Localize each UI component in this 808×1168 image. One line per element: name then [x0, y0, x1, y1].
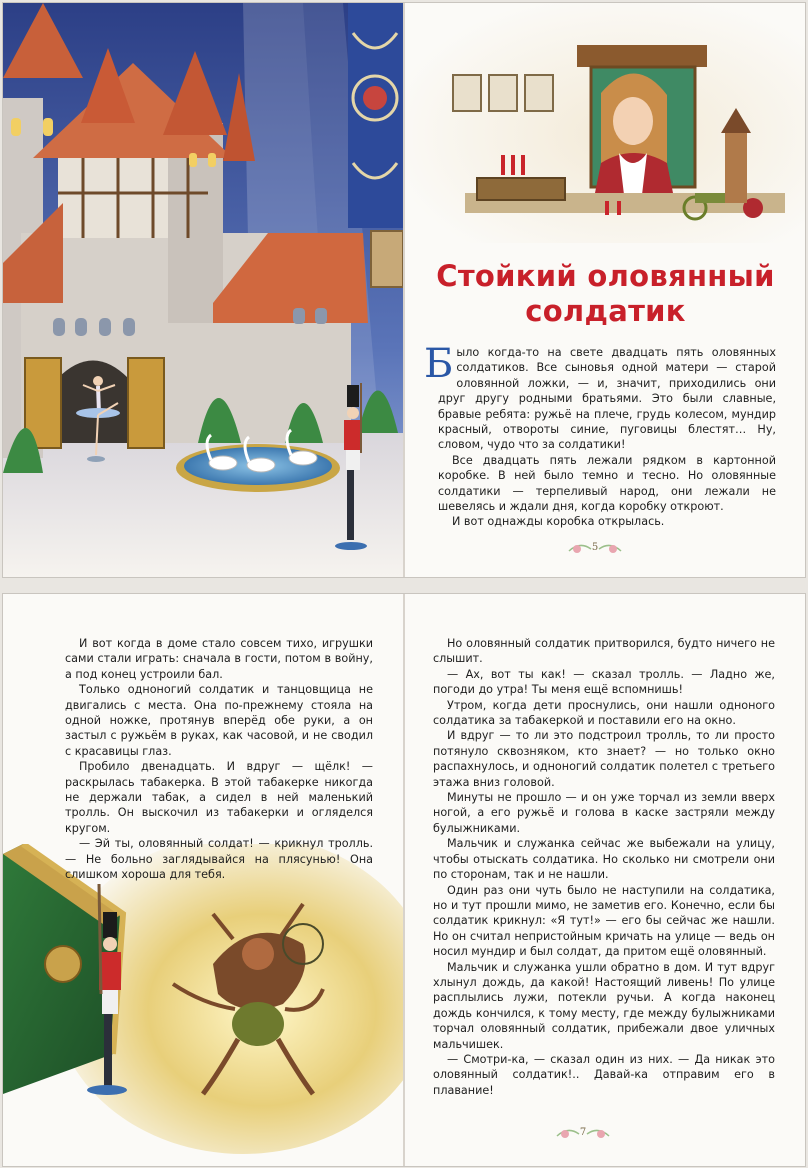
paragraph: Только одноногий солдатик и танцовщица не двигались с места. Она по-прежнему стояла на одной ножке, протянув вперёд обе руки, а он застыл с ружьём в руках, как часовой, и не сводил с красавицы глаз.: [65, 683, 373, 758]
boy-with-soldiers-illustration: [405, 3, 805, 243]
first-paragraph: [424, 341, 776, 453]
troll-scene-image: [3, 844, 403, 1166]
story-title-text: Стойкий оловянный солдатик: [436, 259, 775, 328]
paragraph: Пробило двенадцать. И вдруг — щёлк! — раскрылась табакерка. В этой табакерке никогда не держали табак, а сидел в ней маленький тролль. Он выскочил из табакерки и огляделся кругом.: [65, 760, 373, 835]
paragraph: — Ах, вот ты как! — сказал тролль. — Ладно же, погоди до утра! Ты меня ещё вспомнишь!: [433, 667, 775, 697]
paragraph: — Эй ты, оловянный солдат! — крикнул тролль. — Не больно заглядывайся на плясунью! Она слишком хороша для тебя.: [65, 837, 373, 882]
paragraph: Но оловянный солдатик притворился, будто ничего не слышит.: [433, 637, 775, 666]
page-number: 5: [591, 542, 599, 553]
text-block-bottom-right: [433, 636, 775, 1098]
paragraph: И вдруг — то ли это подстроил тролль, то ли просто потянуло сквозняком, кто знает? — но только окно распахнулось, и одноногий солдатик полетел с третьего этажа вниз головой.: [433, 729, 775, 789]
top-spread: [2, 2, 806, 578]
paragraph: Один раз они чуть было не наступили на солдатика, но и тут прошли мимо, не заметив его. Конечно, если бы солдатик крикнул: «Я тут!» — его бы сейчас же нашли. Но он считал непристойным кричать на улице — ведь он носил мундир и был солдат, да притом ещё оловянный.: [433, 883, 775, 959]
gutter-bottom: [403, 594, 405, 1166]
boy-scene-image: [405, 3, 805, 243]
dropcap-letter: Б: [424, 341, 454, 387]
bottom-spread: [2, 593, 806, 1167]
page-number-ornament: [553, 1122, 613, 1144]
story-title: [408, 259, 803, 329]
paragraph: — Смотри-ка, — сказал один из них. — Да никак это оловянный солдатик!.. Давай-ка отправим его в плавание!: [433, 1052, 775, 1097]
text-block-bottom-left: [65, 636, 373, 883]
paragraph: И вот однажды коробка открылась.: [452, 515, 665, 529]
paragraph: Мальчик и служанка ушли обратно в дом. И тут вдруг хлынул дождь, да какой! Настоящий ливень! По улице расплылись лужи, потекли ручьи. А когда наконец дождь кончился, к тому месту, где между булыжниками торчал оловянный солдатик, прибежали двое уличных мальчишек.: [433, 960, 775, 1051]
text-block-top: [424, 341, 776, 530]
paragraph: Утром, когда дети проснулись, они нашли одноного солдатика за табакеркой и поставили его на окно.: [433, 698, 775, 728]
first-paragraph-text: ыло когда-то на свете двадцать пять оловянных солдатиков. Все сыновья одной матери — старой оловянной ложки, — и, значит, приходились они друг другу родными братьями. Это были славные, бравые ребята: ружьё на плече, грудь колесом, мундир красный, отвороты синие, пуговицы блестят… Ну, словом, чудо что за солдатики!: [438, 346, 776, 452]
troll-illustration: [3, 844, 403, 1166]
page-number-ornament: [565, 537, 625, 559]
castle-illustration: [3, 3, 403, 577]
paragraph: Минуты не прошло — и он уже торчал из земли вверх ногой, а его ружьё и голова в каске застряли между булыжниками.: [433, 791, 775, 835]
paragraph: И вот когда в доме стало совсем тихо, игрушки сами стали играть: сначала в гости, потом в войну, а под конец устроили бал.: [65, 637, 373, 681]
castle-scene-image: [3, 3, 403, 577]
page-number: 7: [579, 1127, 587, 1138]
paragraph: Все двадцать пять лежали рядком в картонной коробке. В ней было темно и тесно. Но оловянные солдатики — терпеливый народ, они лежали не шевелясь и ждали дня, когда коробку откроют.: [438, 453, 776, 514]
paragraph: Мальчик и служанка сейчас же выбежали на улицу, чтобы отыскать солдатика. Но сколько ни смотрели они по сторонам, так и не нашли.: [433, 837, 775, 882]
